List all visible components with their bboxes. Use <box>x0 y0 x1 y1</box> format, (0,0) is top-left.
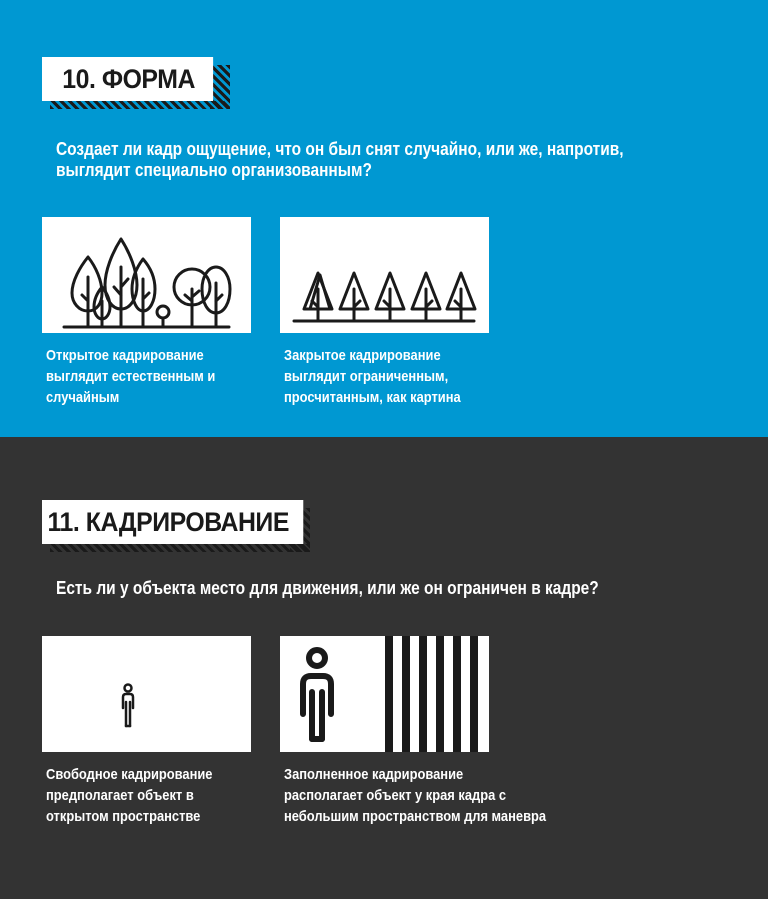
ordered-trees-icon <box>280 217 489 333</box>
filled-framing-caption: Заполненное кадрирование располагает объект у края кадра с небольшим пространством для маневра <box>284 766 547 825</box>
free-framing-panel <box>42 636 251 752</box>
section-form-heading <box>42 57 228 101</box>
section-form-question: Создает ли кадр ощущение, что он был снят случайно, или же, напротив, выглядит специально организованным? <box>56 139 624 180</box>
section-framing <box>0 437 768 899</box>
large-person-with-bars-icon <box>280 636 489 752</box>
section-framing-question: Есть ли у объекта место для движения, или же он ограничен в кадре? <box>56 578 599 598</box>
stripes-decoration <box>50 101 230 109</box>
filled-framing-panel <box>280 636 489 752</box>
section-framing-heading <box>42 500 326 544</box>
closed-framing-caption: Закрытое кадрирование выглядит ограниченным, просчитанным, как картина <box>284 347 461 406</box>
stripes-decoration <box>50 544 310 552</box>
section-form <box>0 0 768 437</box>
small-person-icon <box>42 636 251 752</box>
open-framing-caption: Открытое кадрирование выглядит естественным и случайным <box>46 347 216 406</box>
random-trees-icon <box>42 217 251 333</box>
section-form-title: 10. ФОРМА <box>42 57 213 101</box>
section-framing-title: 11. КАДРИРОВАНИЕ <box>42 500 304 544</box>
open-framing-panel <box>42 217 251 333</box>
closed-framing-panel <box>280 217 489 333</box>
free-framing-caption: Свободное кадрирование предполагает объект в открытом пространстве <box>46 766 213 825</box>
